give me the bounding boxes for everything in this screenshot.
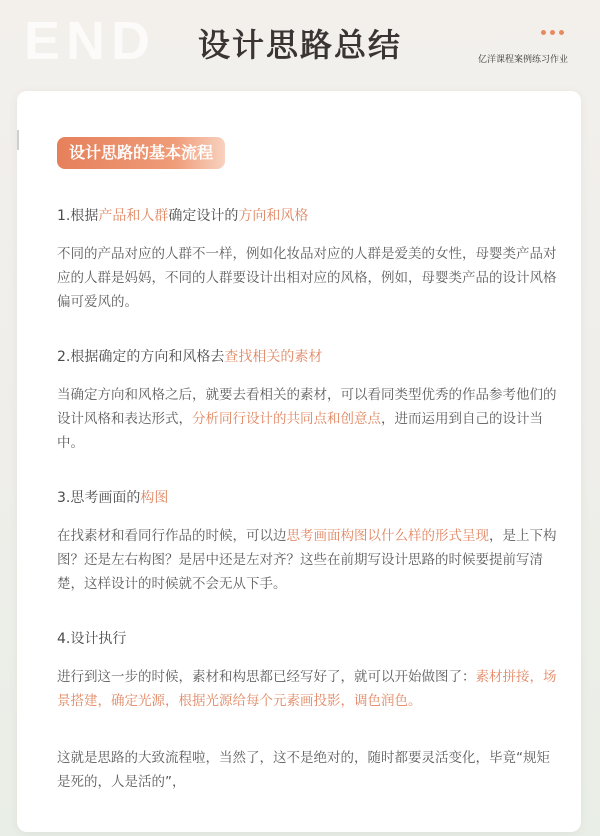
dot-icon xyxy=(550,30,555,35)
title-highlight: 方向和风格 xyxy=(238,208,309,224)
step-3-title xyxy=(57,488,557,508)
title-text: 1.根据 xyxy=(57,208,99,224)
page-title: 设计思路总结 xyxy=(197,26,402,64)
title-text: 3.思考画面的 xyxy=(57,490,141,506)
title-text: 确定设计的 xyxy=(168,208,239,224)
step-4-title xyxy=(57,629,557,649)
step-1 xyxy=(57,206,557,314)
title-text: 4.设计执行 xyxy=(57,631,127,647)
side-marker xyxy=(17,130,19,150)
step-2-body xyxy=(57,383,557,455)
closing-text: 这就是思路的大致流程啦，当然了，这不是绝对的，随时都要灵活变化，毕竟“规矩是死的，人是活的”， xyxy=(57,750,550,790)
step-3 xyxy=(57,488,557,596)
step-1-title xyxy=(57,206,557,226)
step-2 xyxy=(57,347,557,455)
title-text: 2.根据确定的方向和风格去 xyxy=(57,349,225,365)
body-text: 当确定方向和风格之后，就要去看相关的素材，可以看同类型优秀的作品参考他们的设计风格和表达形式， xyxy=(57,387,557,427)
title-highlight: 查找相关的素材 xyxy=(224,349,323,365)
background-watermark: END xyxy=(24,11,157,71)
content-card xyxy=(17,91,581,832)
body-text: ，进而运用到自己的设计当中。 xyxy=(57,411,543,451)
dot-icon xyxy=(541,30,546,35)
step-3-body xyxy=(57,524,557,596)
title-highlight: 产品和人群 xyxy=(98,208,169,224)
body-text: 在找素材和看同行作品的时候，可以边 xyxy=(57,528,287,544)
step-4 xyxy=(57,629,557,713)
title-highlight: 构图 xyxy=(140,490,169,506)
body-text: ，是上下构图？还是左右构图？是居中还是左对齐？这些在前期写设计思路的时候要提前写清楚，这样设计的时候就不会无从下手。 xyxy=(57,528,557,592)
step-4-body xyxy=(57,665,557,713)
series-label: 亿洋课程案例练习作业 xyxy=(477,55,568,65)
section-heading-badge: 设计思路的基本流程 xyxy=(57,137,225,169)
step-2-title xyxy=(57,347,557,367)
body-highlight: 分析同行设计的共同点和创意点 xyxy=(192,411,381,427)
body-highlight: 素材拼接，场景搭建，确定光源，根据光源给每个元素画投影，调色润色。 xyxy=(57,669,557,709)
step-1-body xyxy=(57,242,557,314)
body-highlight: 思考画面构图以什么样的形式呈现 xyxy=(286,528,489,544)
body-text: 不同的产品对应的人群不一样，例如化妆品对应的人群是爱美的女性，母婴类产品对应的人群是妈妈，不同的人群要设计出相对应的风格，例如，母婴类产品的设计风格偏可爱风的。 xyxy=(57,246,557,310)
dot-icon xyxy=(559,30,564,35)
body-text: 进行到这一步的时候，素材和构思都已经写好了，就可以开始做图了： xyxy=(57,669,476,685)
more-dots-icon xyxy=(541,30,564,35)
